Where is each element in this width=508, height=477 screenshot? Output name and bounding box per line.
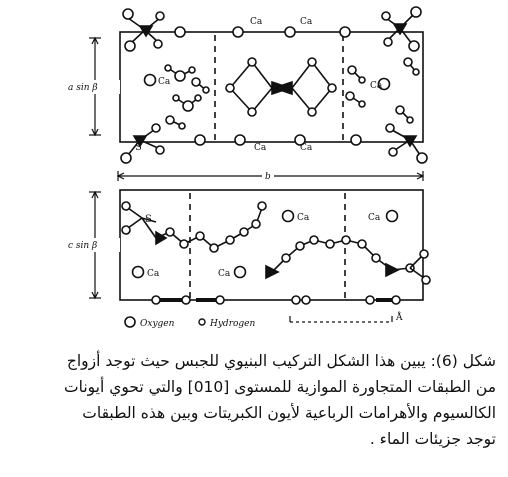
oxygen-atom [235,135,245,145]
caption-line: الكالسيوم والأهرامات الرباعية لأيون الكبريتات وبين هذه الطبقات [82,404,496,422]
calcium-ion [133,267,144,278]
water-molecule [346,92,365,107]
legend-oxygen-label: Oxygen [140,319,175,329]
ca-label: Ca [300,17,313,27]
water-molecule [192,78,209,93]
ca-label: Ca [250,17,263,27]
ca-label: Ca [158,77,171,87]
oxygen-atom [340,27,350,37]
scale-unit-label: Å [396,313,403,323]
water-molecule [348,66,365,83]
water-chain [156,202,266,252]
oxygen-atom [285,27,295,37]
ca-label: Ca [370,81,383,91]
legend [125,317,256,329]
sulfur-label: S [145,214,152,225]
dimension-label-b: b [265,172,271,182]
calcium-ion [283,211,294,222]
oxygen-atom [233,27,243,37]
ca-label: Ca [147,269,160,279]
sulfate-tetrahedron [386,124,427,163]
dimension-label-c: c sin β [68,241,98,251]
sulfate-tetrahedron [121,124,164,163]
ca-label: Ca [368,213,381,223]
ca-label: Ca [254,143,267,153]
lower-frame [120,190,423,300]
water-molecule [404,58,419,75]
oxygen-legend-icon [125,317,135,327]
hydrogen-legend-icon [199,319,205,325]
ca-label: Ca [218,269,231,279]
calcium-ion [145,75,156,86]
legend-hydrogen-label: Hydrogen [210,319,256,329]
water-molecule [173,95,201,111]
water-chain [266,236,414,278]
lower-layer-panel [120,190,430,304]
calcium-ion [387,211,398,222]
oxygen-atom [195,135,205,145]
caption-line: شكل (6): يبين هذا الشكل التركيب البنيوي للجبس حيث توجد أزواج [66,352,496,370]
calcium-ion [235,267,246,278]
ca-label: Ca [300,143,313,153]
caption-line: توجد جزيئات الماء . [369,430,496,448]
oxygen-atom [351,135,361,145]
sulfate-tetrahedron [123,9,164,51]
scale-bar [290,316,392,322]
dimension-label-a: a sin β [68,83,98,93]
sulfate-tetrahedron [382,7,421,51]
water-molecule [166,116,185,129]
ca-label: Ca [297,213,310,223]
water-molecule [396,106,413,123]
sulfur-label: S [135,142,142,153]
figure-caption [14,348,496,452]
oxygen-atom [175,27,185,37]
water-chain [226,58,336,116]
caption-line: من الطبقات المتجاورة الموازية للمستوى [010] والتي تحوي أيونات [64,378,496,396]
